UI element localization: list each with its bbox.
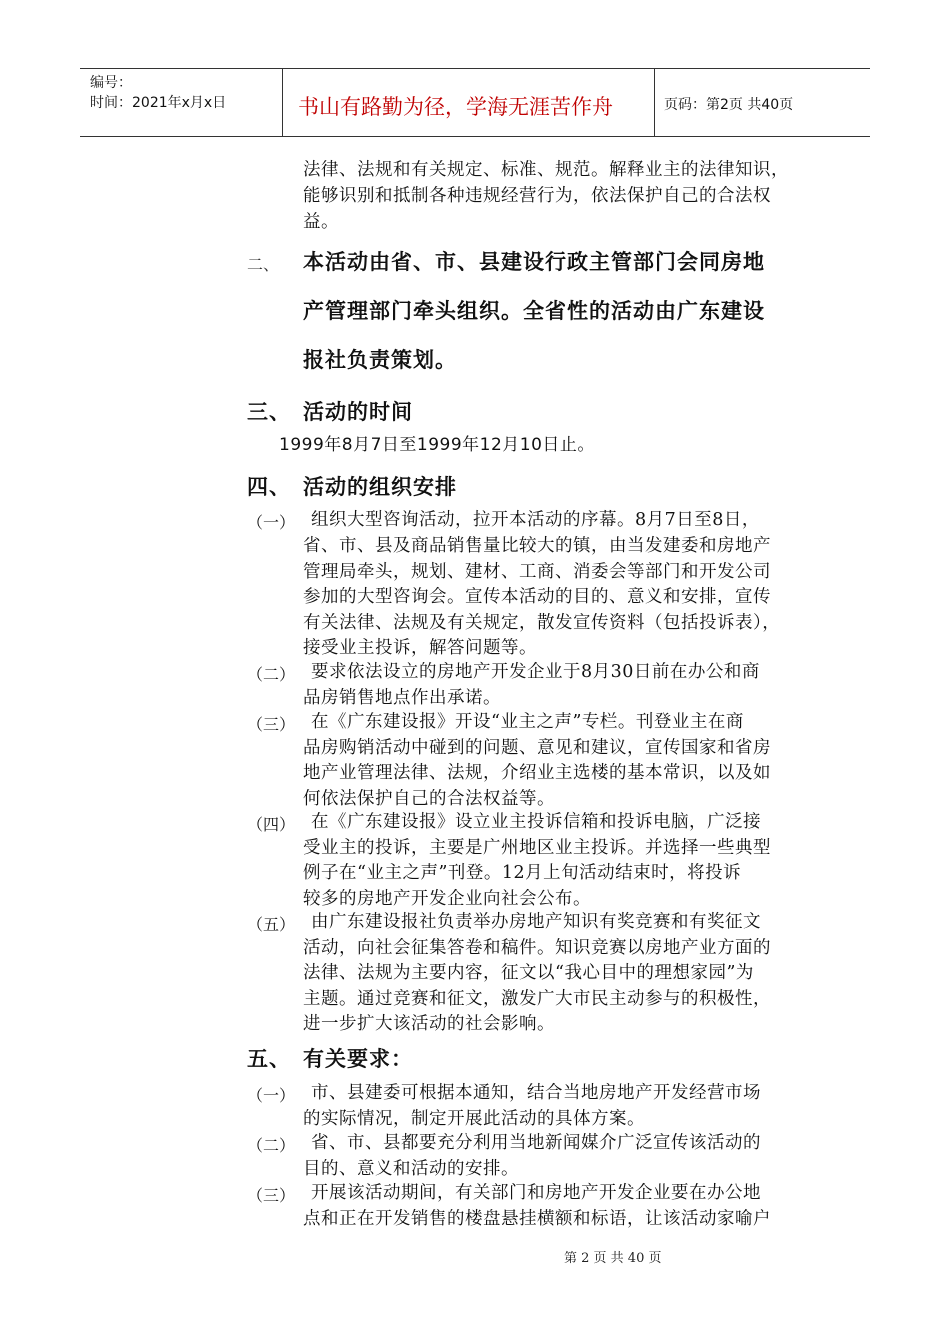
header-page-label: 页码：第2页 共40页 [664,97,794,113]
section4-number: 四、 [247,475,291,499]
header-motto: 书山有路勤为径，学海无涯苦作舟 [298,95,613,119]
s4-item1-line-5: 有关法律、法规及有关规定，散发宣传资料（包括投诉表）， [303,613,781,633]
section3-number: 三、 [247,400,291,424]
s4-item2-line-1: 要求依法设立的房地产开发企业于8月30日前在办公和商 [311,662,760,682]
s5-item3-line-2: 点和正在开发销售的楼盘悬挂横额和标语，让该活动家喻户 [303,1209,771,1229]
s4-item4-line-1: 在《广东建设报》设立业主投诉信箱和投诉电脑，广泛接 [311,812,761,832]
s4-item5-line-2: 活动，向社会征集答卷和稿件。知识竞赛以房地产业方面的 [303,938,771,958]
section2-line-1: 本活动由省、市、县建设行政主管部门会同房地 [303,250,765,274]
s4-item5-line-3: 法律、法规为主要内容，征文以“我心目中的理想家园”为 [303,963,754,983]
s4-item3-line-3: 地产业管理法律、法规，介绍业主选楼的基本常识，以及如 [303,763,771,783]
section2-line-2: 产管理部门牵头组织。全省性的活动由广东建设 [303,299,765,323]
s4-item1-line-2: 省、市、县及商品销售量比较大的镇，由当发建委和房地产 [303,536,771,556]
s4-item4-line-4: 较多的房地产开发企业向社会公布。 [303,889,591,909]
s4-item4-line-2: 受业主的投诉，主要是广州地区业主投诉。并选择一些典型 [303,838,771,858]
s4-item1-line-6: 接受业主投诉，解答问题等。 [303,638,537,658]
s4-item1-line-1: 组织大型咨询活动，拉开本活动的序幕。8月7日至8日， [311,510,760,530]
s5-item1-line-1: 市、县建委可根据本通知，结合当地房地产开发经营市场 [311,1083,761,1103]
s4-item5-line-1: 由广东建设报社负责举办房地产知识有奖竞赛和有奖征文 [311,912,761,932]
s4-item3-label: （三） [247,715,296,734]
header-bottom-border [80,136,870,137]
s4-item5-line-5: 进一步扩大该活动的社会影响。 [303,1014,555,1034]
doc-number-label: 编号： [90,75,132,91]
s5-item2-line-2: 目的、意义和活动的安排。 [303,1159,519,1179]
s4-item5-line-4: 主题。通过竞赛和征文，激发广大市民主动参与的积极性， [303,989,771,1009]
s4-item3-line-2: 品房购销活动中碰到的问题、意见和建议，宣传国家和省房 [303,738,771,758]
s4-item2-line-2: 品房销售地点作出承诺。 [303,688,501,708]
s4-item4-line-3: 例子在“业主之声”刊登。12月上旬活动结束时，将投诉 [303,863,742,883]
section5-title: 有关要求： [303,1047,413,1071]
section4-title: 活动的组织安排 [303,475,457,499]
s4-item5-label: （五） [247,915,296,934]
s4-item4-label: （四） [247,815,296,834]
section2-line-3: 报社负责策划。 [303,348,457,372]
s5-item2-line-1: 省、市、县都要充分利用当地新闻媒介广泛宣传该活动的 [311,1133,761,1153]
s4-item2-label: （二） [247,665,296,684]
intro-line-3: 益。 [303,212,339,232]
s4-item1-line-4: 参加的大型咨询会。宣传本活动的目的、意义和安排，宣传 [303,587,771,607]
s5-item1-label: （一） [247,1086,296,1105]
s4-item1-label: （一） [247,513,296,532]
section2-number: 二、 [247,255,280,274]
header-top-border [80,68,870,69]
doc-time-label: 时间：2021年x月x日 [90,95,227,111]
s5-item1-line-2: 的实际情况，制定开展此活动的具体方案。 [303,1109,645,1129]
s5-item2-label: （二） [247,1136,296,1155]
header-divider-1 [282,68,283,136]
intro-line-2: 能够识别和抵制各种违规经营行为，依法保护自己的合法权 [303,186,771,206]
s4-item1-line-3: 管理局牵头，规划、建材、工商、消委会等部门和开发公司 [303,562,771,582]
section3-title: 活动的时间 [303,400,413,424]
section5-number: 五、 [247,1047,291,1071]
s5-item3-line-1: 开展该活动期间，有关部门和房地产开发企业要在办公地 [311,1183,761,1203]
section3-body: 1999年8月7日至1999年12月10日止。 [279,435,595,455]
s4-item3-line-1: 在《广东建设报》开设“业主之声”专栏。刊登业主在商 [311,712,744,732]
s5-item3-label: （三） [247,1186,296,1205]
intro-line-1: 法律、法规和有关规定、标准、规范。解释业主的法律知识， [303,160,789,180]
s4-item3-line-4: 何依法保护自己的合法权益等。 [303,789,555,809]
page-footer: 第 2 页 共 40 页 [564,1251,662,1266]
header-divider-2 [654,68,655,136]
